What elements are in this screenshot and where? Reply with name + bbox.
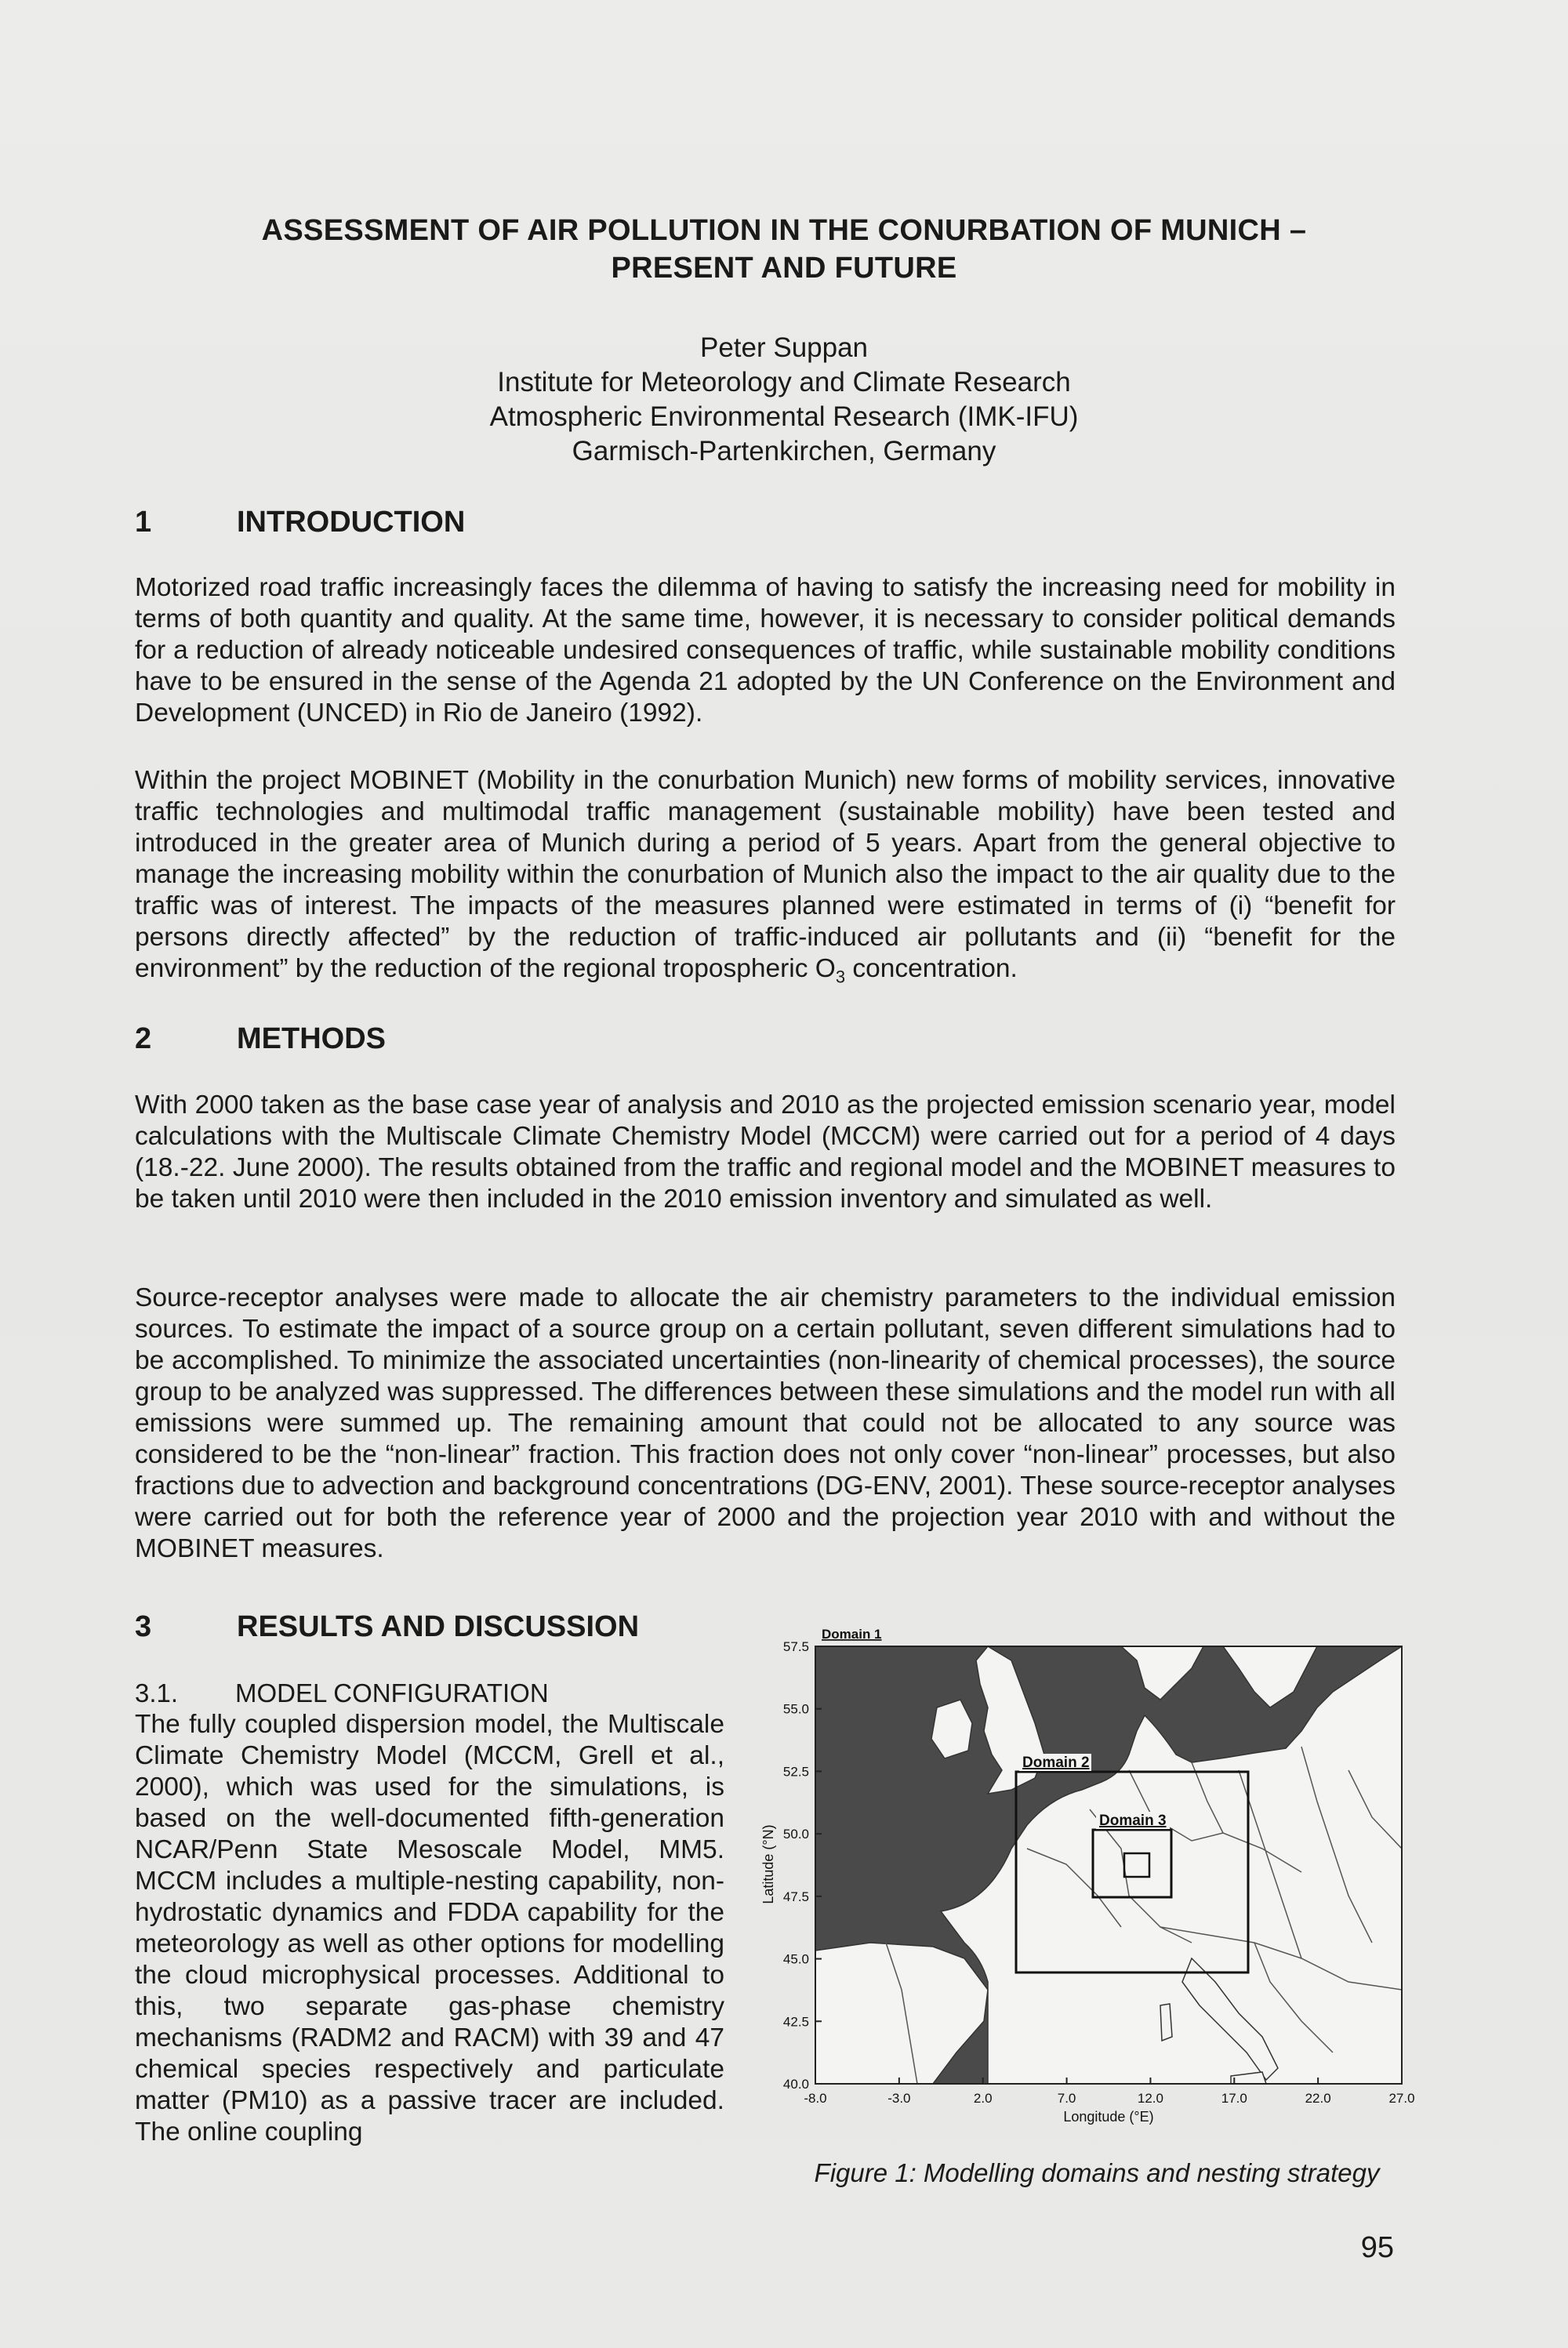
domain-2-label: Domain 2 [1022, 1755, 1090, 1771]
domain-1-label: Domain 1 [822, 1627, 882, 1642]
x-tick-label: 7.0 [1057, 2091, 1076, 2106]
section-number: 1 [135, 506, 152, 539]
methods-paragraph-2: Source-receptor analyses were made to allocate the air chemistry parameters to the individual emission sources. To estimate the impact of a source group on a certain pollutant, seven different simulations had to be accomplished. To minimize the associated uncertainties (non-linearity of chemical processes), the source group to be analyzed was suppressed. The differences between these simulations and the model run with all emissions were summed up. The remaining amount that could not be allocated to any source was considered to be the “non-linear” fraction. This fraction does not only cover “non-linear” processes, but also fractions due to advection and background concentrations (DG-ENV, 2001). These source-receptor analyses were carried out for both the reference year of 2000 and the projection year 2010 with and without the MOBINET measures. [135, 1283, 1396, 1563]
section-title: INTRODUCTION [237, 506, 466, 539]
y-tick-label: 55.0 [782, 1701, 809, 1717]
intro-paragraph-2 [135, 765, 1396, 993]
subsection-heading-model-configuration [135, 1678, 549, 1709]
author-name: Peter Suppan [699, 332, 869, 363]
title-line-2: PRESENT AND FUTURE [611, 252, 957, 285]
subsection-number: 3.1. [135, 1678, 179, 1707]
x-tick-label: 22.0 [1305, 2091, 1331, 2106]
subsection-title: MODEL CONFIGURATION [235, 1678, 549, 1707]
intro-paragraph-2-text: Within the project MOBINET (Mobility in the conurbation Munich) new forms of mobility services, innovative traffic technologies and multimodal traffic management (sustainable mobility) have been tested and introduced in the greater area of Munich during a period of 5 years. Apart from the general objective to manage the increasing mobility within the conurbation of Munich also the impact to the air quality due to the traffic was of interest. The impacts of the measures planned were estimated in terms of (i) “benefit for persons directly affected” by the reduction of traffic-induced air pollutants and (ii) “benefit for the environment” by the reduction of the regional tropospheric O [135, 766, 1396, 983]
y-tick-label: 45.0 [782, 1951, 809, 1967]
x-tick-label: 2.0 [973, 2091, 993, 2106]
figure-caption: Figure 1: Modelling domains and nesting strategy [814, 2158, 1380, 2187]
y-tick-label: 40.0 [782, 2077, 809, 2092]
section-number: 3 [135, 1610, 152, 1643]
x-axis-label: Longitude (°E) [1063, 2109, 1154, 2125]
methods-paragraph-1: With 2000 taken as the base case year of analysis and 2010 as the projected emission scenario year, model calculations with the Multiscale Climate Chemistry Model (MCCM) were carried out for a period of 4 days (18.-22. June 2000). The results obtained from the traffic and regional model and the MOBINET measures to be taken until 2010 were then included in the 2010 emission inventory and simulated as well. [135, 1091, 1396, 1214]
section-heading-results [135, 1609, 639, 1645]
x-tick-label: -3.0 [887, 2091, 911, 2106]
author-block [133, 331, 1435, 469]
x-tick-label: -8.0 [804, 2091, 827, 2106]
intro-paragraph-1: Motorized road traffic increasingly faces the dilemma of having to satisfy the increasing need for mobility in terms of both quantity and quality. At the same time, however, it is necessary to consider political demands for a reduction of already noticeable undesired consequences of traffic, while sustainable mobility conditions have to be ensured in the sense of the Agenda 21 adopted by the UN Conference on the Environment and Development (UNCED) in Rio de Janeiro (1992). [135, 573, 1396, 728]
section-number: 2 [135, 1022, 152, 1055]
author-division: Atmospheric Environmental Research (IMK-IFU) [489, 401, 1079, 432]
y-tick-label: 50.0 [782, 1827, 809, 1842]
domain-3-label: Domain 3 [1099, 1813, 1167, 1829]
title-line-1: ASSESSMENT OF AIR POLLUTION IN THE CONURBATION OF MUNICH – [261, 214, 1307, 247]
author-institute: Institute for Meteorology and Climate Research [497, 367, 1071, 397]
results-paragraph-1: The fully coupled dispersion model, the Multiscale Climate Chemistry Model (MCCM, Grell et al., 2000), which was used for the simulations, is based on the well-documented fifth-generation NCAR/Penn State Mesoscale Model, MM5. MCCM includes a multiple-nesting capability, non-hydrostatic dynamics and FDDA capability for the meteorology as well as other options for modelling the cloud microphysical processes. Additional to this, two separate gas-phase chemistry mechanisms (RADM2 and RACM) with 39 and 47 chemical species respectively and particulate matter (PM10) as a passive tracer are included. The online coupling [135, 1710, 724, 2147]
y-axis-label: Latitude (°N) [760, 1824, 776, 1904]
y-tick-label: 42.5 [782, 2014, 809, 2030]
page-number: 95 [1360, 2231, 1394, 2264]
section-heading-introduction [135, 504, 465, 540]
author-location: Garmisch-Partenkirchen, Germany [572, 436, 996, 466]
section-title: RESULTS AND DISCUSSION [237, 1610, 640, 1643]
x-tick-label: 12.0 [1137, 2091, 1163, 2106]
x-tick-label: 17.0 [1221, 2091, 1247, 2106]
intro-paragraph-2-end: concentration. [845, 954, 1018, 983]
ozone-subscript: 3 [835, 967, 846, 987]
section-title: METHODS [237, 1022, 386, 1055]
y-tick-label: 57.5 [782, 1639, 809, 1654]
x-tick-label: 27.0 [1388, 2091, 1415, 2106]
y-tick-label: 52.5 [782, 1764, 809, 1780]
section-heading-methods [135, 1021, 386, 1057]
paper-title [133, 212, 1435, 287]
figure-domains-map [753, 1613, 1415, 2194]
y-tick-label: 47.5 [782, 1889, 809, 1904]
